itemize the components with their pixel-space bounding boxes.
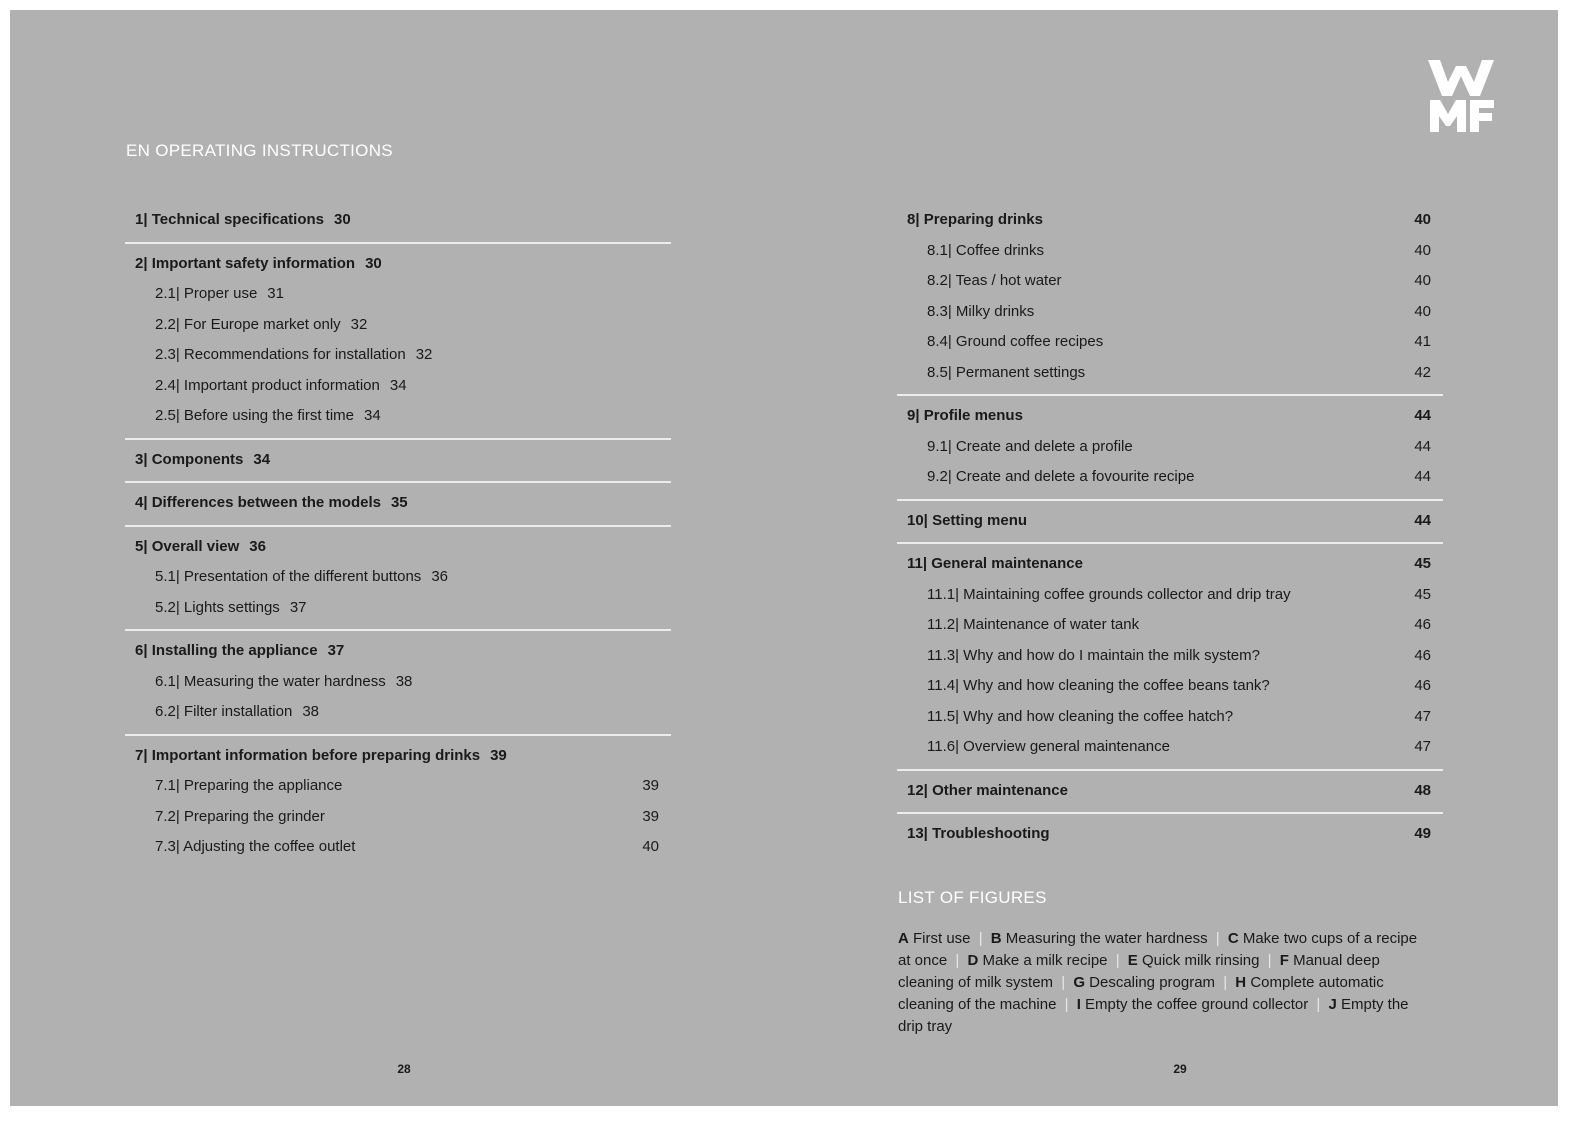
toc-subentry-page: 44 [1414,468,1431,485]
toc-subentry[interactable] [125,697,671,728]
figures-list [898,928,1428,1038]
toc-entry[interactable] [125,249,671,280]
toc-subentry-title: Filter installation [183,703,293,720]
toc-subentry-title: Adjusting the coffee outlet [183,838,356,855]
toc-section [897,200,1443,396]
toc-subentry-number: 11.2| [927,616,959,633]
toc-subentry-page: 32 [415,346,433,363]
toc-subentry-page: 47 [1414,738,1431,755]
toc-subentry[interactable] [125,340,671,371]
figure-letter: F [1279,952,1289,969]
page-number-right: 29 [1173,1062,1187,1076]
toc-subentry-number: 5.2| [155,598,180,616]
toc-subentry-number: 11.5| [927,707,959,725]
toc-entry-page: 44 [1414,407,1431,424]
toc-subentry-title: Proper use [183,285,258,302]
toc-entry-title: Troubleshooting [932,825,1050,842]
toc-entry-title: Profile menus [923,407,1023,424]
toc-subentry-number: 6.2| [155,703,180,720]
toc-subentry-page: 32 [350,315,368,333]
figure-letter: B [990,930,1002,947]
figure-text: Measuring the water hardness [1005,930,1208,947]
toc-subentry-title: Overview general maintenance [963,738,1170,755]
toc-subentry-number: 5.1| [155,568,180,585]
figure-letter: H [1235,974,1247,991]
toc-subentry-title: Recommendations for installation [183,346,406,363]
toc-subentry[interactable] [897,580,1443,611]
toc-subentry[interactable] [897,641,1443,672]
toc-entry-title: Preparing drinks [923,211,1043,228]
toc-subentry-number: 7.2| [155,807,180,825]
toc-entry-number: 4| [135,494,148,511]
figure-separator: | [978,930,983,947]
toc-subentry-title: Create and delete a fovourite recipe [955,468,1195,485]
toc-subentry-title: Preparing the grinder [183,807,325,825]
toc-subentry-number: 8.4| [927,333,952,350]
toc-subentry-page: 31 [267,285,284,302]
figure-separator: | [1115,952,1120,969]
toc-subentry[interactable] [897,671,1443,702]
toc-section [897,501,1443,545]
toc-entry-number: 8| [907,211,920,228]
toc-entry-page: 35 [390,494,408,511]
toc-subentry-number: 8.5| [927,363,952,381]
toc-subentry-number: 2.2| [155,315,180,333]
figure-text: Empty the drip tray [898,996,1409,1035]
toc-subentry[interactable] [897,610,1443,641]
toc-subentry-page: 40 [1414,302,1431,320]
toc-subentry-page: 47 [1414,707,1431,725]
toc-subentry-title: Create and delete a profile [955,437,1133,455]
toc-subentry-number: 11.6| [927,738,959,755]
toc-subentry-title: Before using the first time [183,407,354,424]
toc-entry-title: Installing the appliance [151,642,318,659]
toc-subentry-title: Important product information [183,376,380,394]
document-spread [10,10,1558,1106]
toc-entry[interactable] [125,445,671,476]
figure-letter: I [1076,996,1081,1013]
toc-entry-title: Components [151,450,244,468]
toc-subentry-page: 34 [364,407,381,424]
toc-subentry-page: 37 [289,598,307,616]
toc-section [897,544,1443,771]
toc-entry-title: Technical specifications [151,211,324,228]
figure-letter: D [967,952,979,969]
toc-subentry-page: 41 [1414,333,1431,350]
figure-item [967,952,1107,969]
toc-subentry-page: 44 [1414,437,1431,455]
toc-subentry[interactable] [897,327,1443,358]
page-number-left: 28 [397,1062,411,1076]
toc-subentry[interactable] [125,279,671,310]
figure-separator: | [1061,974,1066,991]
toc-entry[interactable] [897,401,1443,432]
toc-entry-number: 9| [907,407,920,424]
figure-text: Empty the coffee ground collector [1085,996,1309,1013]
toc-subentry-number: 2.1| [155,285,180,302]
toc-subentry-number: 7.1| [155,777,180,794]
toc-entry-page: 44 [1414,511,1431,529]
figure-letter: C [1227,930,1239,947]
toc-subentry-number: 11.3| [927,646,959,664]
toc-subentry-number: 8.3| [927,302,952,320]
toc-entry[interactable] [125,205,671,236]
figure-item [1073,974,1215,991]
toc-subentry-title: Permanent settings [955,363,1086,381]
toc-subentry-title: Coffee drinks [955,241,1045,259]
figure-text: Manual deep cleaning of milk system [898,952,1380,991]
toc-section [125,244,671,440]
toc-subentry[interactable] [125,802,671,833]
toc-subentry-page: 38 [302,703,319,720]
toc-entry-number: 7| [135,746,148,764]
toc-subentry[interactable] [897,462,1443,493]
figure-separator: | [1064,996,1069,1013]
toc-section [897,396,1443,501]
toc-subentry-number: 6.1| [155,672,180,690]
toc-subentry[interactable] [897,297,1443,328]
toc-section [125,736,671,869]
toc-subentry-page: 42 [1414,363,1431,381]
toc-subentry-number: 8.2| [927,272,952,289]
toc-entry-title: Overall view [151,537,240,555]
toc-subentry-number: 11.4| [927,677,959,694]
toc-entry-page: 45 [1414,555,1431,572]
toc-subentry[interactable] [897,236,1443,267]
toc-entry-number: 1| [135,211,148,228]
toc-subentry[interactable] [125,771,671,802]
figure-separator: | [1215,930,1220,947]
toc-subentry[interactable] [125,562,671,593]
figure-letter: J [1328,996,1337,1013]
figures-title: LIST OF FIGURES [898,888,1047,907]
toc-subentry-title: Presentation of the different buttons [183,568,422,585]
figure-item [1128,952,1260,969]
toc-subentry-number: 2.4| [155,376,180,394]
toc-subentry[interactable] [125,667,671,698]
figure-letter: A [898,930,909,947]
toc-subentry[interactable] [897,702,1443,733]
toc-subentry-title: Measuring the water hardness [183,672,386,690]
figure-text: First use [913,930,971,947]
toc-section [125,200,671,244]
toc-entry-number: 12| [907,781,928,799]
figure-text: Make a milk recipe [982,952,1108,969]
toc-entry[interactable] [125,532,671,563]
toc-entry-number: 6| [135,642,148,659]
toc-subentry-page: 46 [1414,677,1431,694]
toc-entry-page: 48 [1414,781,1431,799]
figure-letter: G [1073,974,1085,991]
toc-section [125,527,671,632]
toc-subentry-title: Why and how cleaning the coffee hatch? [963,707,1234,725]
figure-text: Make two cups of a recipe at once [898,930,1418,969]
toc-entry-page: 37 [327,642,345,659]
toc-entry-page: 30 [334,211,351,228]
toc-subentry-page: 40 [1414,272,1431,289]
toc-entry-title: General maintenance [931,555,1083,572]
toc-left-column [125,200,671,869]
toc-entry-number: 2| [135,254,148,272]
figure-separator: | [955,952,960,969]
toc-subentry[interactable] [125,371,671,402]
toc-subentry[interactable] [897,266,1443,297]
toc-subentry-page: 46 [1414,646,1431,664]
figure-text: Descaling program [1089,974,1216,991]
toc-subentry-number: 8.1| [927,241,952,259]
toc-subentry-page: 46 [1414,616,1431,633]
figure-separator: | [1316,996,1321,1013]
toc-subentry-number: 9.2| [927,468,952,485]
toc-entry-number: 5| [135,537,148,555]
toc-subentry-number: 2.5| [155,407,180,424]
toc-entry-title: Important information before preparing drinks [151,746,481,764]
toc-entry[interactable] [897,776,1443,807]
toc-right-column [897,200,1443,856]
toc-entry[interactable] [125,488,671,519]
toc-entry-number: 10| [907,511,928,529]
figure-separator: | [1267,952,1272,969]
wmf-logo [1426,60,1496,132]
toc-subentry-number: 11.1| [927,585,959,603]
toc-entry[interactable] [125,636,671,667]
toc-entry-page: 39 [490,746,507,764]
toc-subentry-title: Maintenance of water tank [963,616,1140,633]
toc-subentry-page: 40 [642,838,659,855]
toc-subentry-page: 39 [642,807,659,825]
toc-entry-title: Important safety information [151,254,356,272]
toc-subentry-title: Milky drinks [955,302,1035,320]
toc-subentry-title: Preparing the appliance [183,777,343,794]
figure-item [1077,996,1309,1013]
toc-subentry-page: 36 [431,568,448,585]
toc-subentry-number: 7.3| [155,838,180,855]
toc-subentry-page: 45 [1414,585,1431,603]
toc-subentry-title: Ground coffee recipes [955,333,1104,350]
toc-subentry[interactable] [897,732,1443,763]
toc-subentry[interactable] [897,432,1443,463]
toc-entry-title: Differences between the models [151,494,381,511]
toc-subentry[interactable] [125,310,671,341]
toc-subentry[interactable] [125,401,671,432]
toc-entry-page: 36 [249,537,266,555]
toc-subentry[interactable] [897,358,1443,389]
figure-letter: E [1127,952,1138,969]
toc-entry[interactable] [897,506,1443,537]
toc-section [125,631,671,736]
toc-subentry-title: Lights settings [183,598,280,616]
toc-subentry-title: Teas / hot water [955,272,1062,289]
toc-subentry-page: 39 [642,777,659,794]
toc-entry-number: 3| [135,450,148,468]
toc-section [897,771,1443,815]
toc-entry-page: 40 [1414,211,1431,228]
toc-section [897,814,1443,856]
toc-subentry[interactable] [125,593,671,624]
toc-subentry-page: 34 [389,376,407,394]
toc-entry-number: 13| [907,825,928,842]
toc-entry-page: 30 [365,254,382,272]
toc-entry[interactable] [897,549,1443,580]
toc-subentry-title: Maintaining coffee grounds collector and drip tray [963,585,1291,603]
toc-subentry-number: 9.1| [927,437,952,455]
toc-entry[interactable] [897,205,1443,236]
toc-subentry-title: For Europe market only [183,315,341,333]
figure-separator: | [1223,974,1228,991]
figure-item [898,930,971,947]
toc-subentry[interactable] [125,832,671,863]
toc-entry-page: 34 [253,450,271,468]
toc-entry[interactable] [897,819,1443,850]
toc-entry-title: Other maintenance [932,781,1068,799]
toc-subentry-title: Why and how cleaning the coffee beans tank? [963,677,1270,694]
toc-entry-number: 11| [907,555,928,572]
toc-section [125,483,671,527]
toc-subentry-page: 40 [1414,241,1431,259]
toc-entry-page: 49 [1414,825,1431,842]
figure-text: Complete automatic cleaning of the machine [898,974,1384,1013]
toc-entry-title: Setting menu [932,511,1028,529]
toc-subentry-title: Why and how do I maintain the milk system? [963,646,1260,664]
figure-item [991,930,1208,947]
toc-entry[interactable] [125,741,671,772]
toc-subentry-page: 38 [395,672,413,690]
figure-text: Quick milk rinsing [1141,952,1260,969]
toc-section [125,440,671,484]
toc-subentry-number: 2.3| [155,346,180,363]
page-title: EN OPERATING INSTRUCTIONS [126,141,393,160]
